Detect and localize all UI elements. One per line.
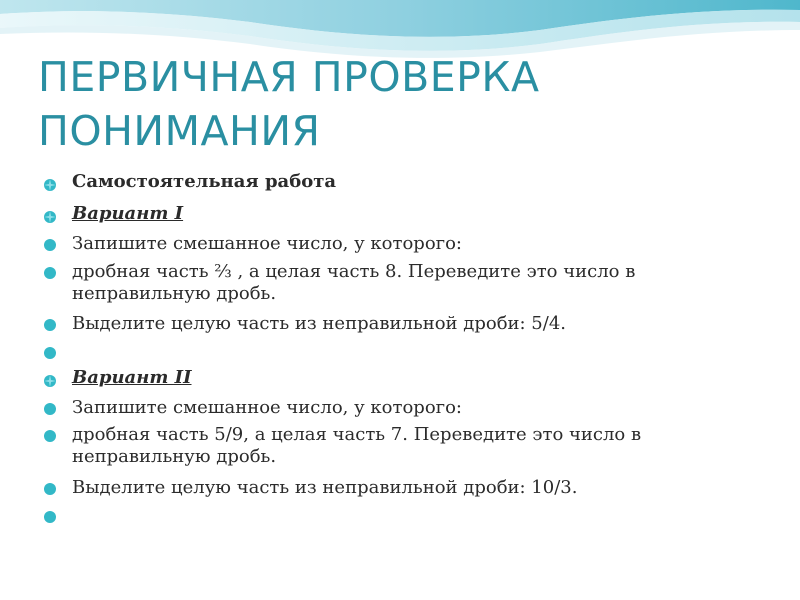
list-item-text: Запишите смешанное число, у которого: [72,397,462,418]
list-item-text: Запишите смешанное число, у которого: [72,233,462,254]
bullet-icon [44,430,56,442]
list-item [72,477,772,499]
list-item-text: Вариант II [72,367,192,388]
flower-bullet-icon [43,208,57,222]
bullet-icon [44,403,56,415]
list-item [72,424,772,468]
slide-title-line-1: ПЕРВИЧНАЯ ПРОВЕРКА [38,53,540,101]
bullet-icon [44,511,56,523]
list-item-text: Выделите целую часть из неправильной дроби: 10/3. [72,477,578,498]
list-item [72,313,772,335]
list-item [72,261,772,305]
flower-bullet-icon [43,372,57,386]
list-item-variant-2 [72,367,772,389]
list-item-variant-1 [72,203,772,225]
flower-bullet-icon [43,176,57,190]
slide-title [38,50,778,158]
list-item-heading [72,171,772,193]
list-item [72,397,772,419]
bullet-icon [44,347,56,359]
slide-title-line-2: ПОНИМАНИЯ [38,107,321,155]
list-item-text: Самостоятельная работа [72,171,337,192]
list-item-text: дробная часть ⅔ , а целая часть 8. Переведите это число в неправильную дробь. [72,261,636,304]
bullet-icon [44,267,56,279]
list-item-text: дробная часть 5/9, а целая часть 7. Переведите это число в неправильную дробь. [72,424,642,467]
bullet-icon [44,319,56,331]
list-item-text: Вариант I [72,203,184,224]
bullet-icon [44,239,56,251]
list-item-text: Выделите целую часть из неправильной дроби: 5/4. [72,313,566,334]
bullet-icon [44,483,56,495]
list-item [72,233,772,255]
